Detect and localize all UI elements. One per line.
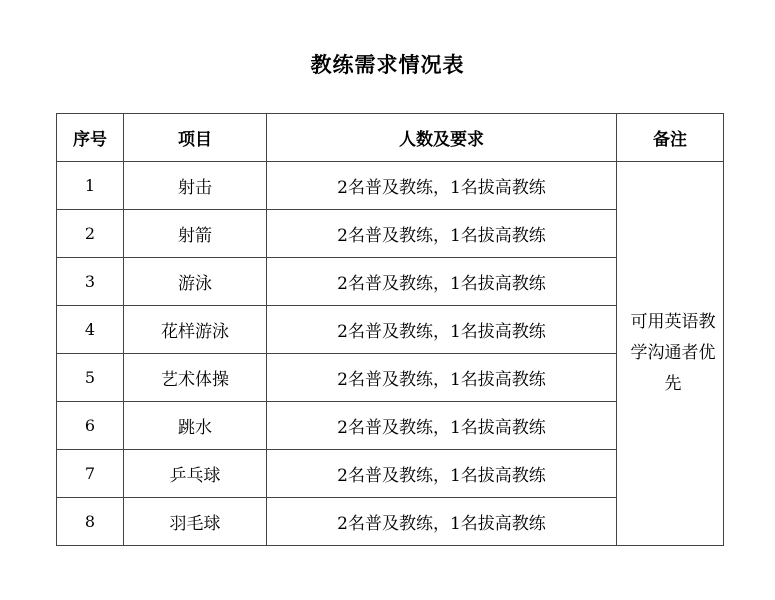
header-remark: 备注 [617,114,724,162]
remark-text: 可用英语教学沟通者优先 [630,312,716,394]
row-no: 2 [57,210,124,258]
remark-cell [617,162,724,546]
row-requirement: 2名普及教练，1名拔高教练 [267,402,617,450]
row-requirement: 2名普及教练，1名拔高教练 [267,450,617,498]
row-requirement: 2名普及教练，1名拔高教练 [267,258,617,306]
header-no: 序号 [57,114,124,162]
row-requirement: 2名普及教练，1名拔高教练 [267,498,617,546]
row-project: 跳水 [124,402,267,450]
row-project: 艺术体操 [124,354,267,402]
row-no: 4 [57,306,124,354]
row-no: 1 [57,162,124,210]
row-no: 3 [57,258,124,306]
coach-demand-table [56,113,724,546]
row-project: 游泳 [124,258,267,306]
row-project: 乒乓球 [124,450,267,498]
row-requirement: 2名普及教练，1名拔高教练 [267,162,617,210]
row-no: 6 [57,402,124,450]
table-header-row [57,114,724,162]
row-requirement: 2名普及教练，1名拔高教练 [267,210,617,258]
row-project: 射箭 [124,210,267,258]
row-no: 5 [57,354,124,402]
row-requirement: 2名普及教练，1名拔高教练 [267,354,617,402]
row-requirement: 2名普及教练，1名拔高教练 [267,306,617,354]
header-requirement: 人数及要求 [267,114,617,162]
row-project: 花样游泳 [124,306,267,354]
header-project: 项目 [124,114,267,162]
row-project: 射击 [124,162,267,210]
row-project: 羽毛球 [124,498,267,546]
row-no: 7 [57,450,124,498]
table-row [57,162,724,210]
page-title: 教练需求情况表 [310,53,465,77]
row-no: 8 [57,498,124,546]
